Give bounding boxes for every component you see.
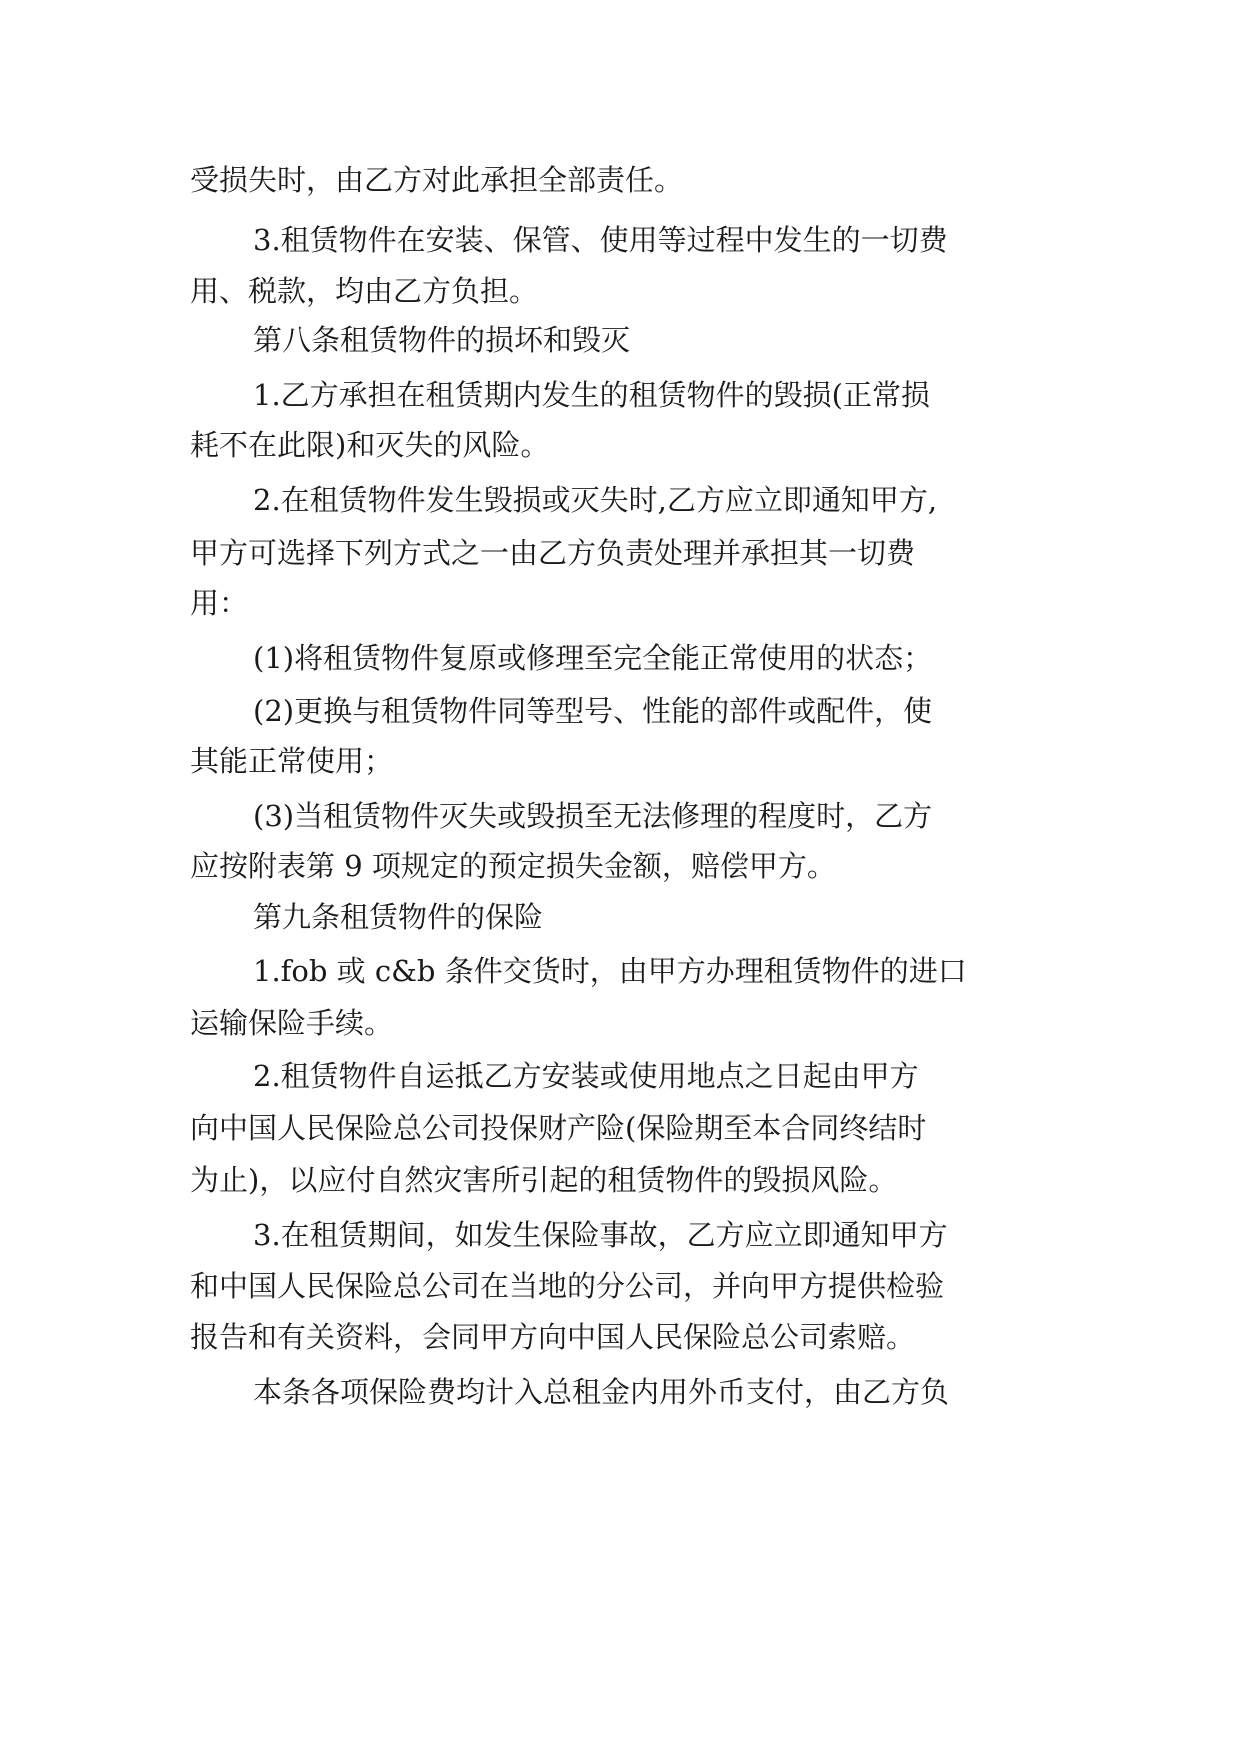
text-line: 应按附表第 9 项规定的预定损失金额，赔偿甲方。 xyxy=(190,849,836,883)
text-line: 报告和有关资料，会同甲方向中国人民保险总公司索赔。 xyxy=(190,1320,916,1354)
text-line: 1.乙方承担在租赁期内发生的租赁物件的毁损(正常损 xyxy=(253,378,930,412)
text-line: 1.fob 或 c&b 条件交货时，由甲方办理租赁物件的进口 xyxy=(253,954,967,988)
text-line: 用、税款，均由乙方负担。 xyxy=(190,274,539,308)
section-heading-8: 第八条租赁物件的损坏和毁灭 xyxy=(253,323,631,357)
text-line: (1)将租赁物件复原或修理至完全能正常使用的状态； xyxy=(253,641,933,675)
text-line: 其能正常使用； xyxy=(190,744,394,778)
text-line: 本条各项保险费均计入总租金内用外币支付，由乙方负 xyxy=(253,1375,950,1409)
section-heading-9: 第九条租赁物件的保险 xyxy=(253,900,544,934)
text-line: 3.在租赁期间，如发生保险事故，乙方应立即通知甲方 xyxy=(253,1218,948,1252)
text-line: 2.在租赁物件发生毁损或灭失时,乙方应立即通知甲方, xyxy=(253,483,938,517)
text-line: 2.租赁物件自运抵乙方安装或使用地点之日起由甲方 xyxy=(253,1059,919,1093)
text-line: 甲方可选择下列方式之一由乙方负责处理并承担其一切费 xyxy=(190,536,916,570)
text-line: 运输保险手续。 xyxy=(190,1006,394,1040)
text-line: 3.租赁物件在安装、保管、使用等过程中发生的一切费 xyxy=(253,223,948,257)
text-line: 用： xyxy=(190,586,249,620)
text-line: 和中国人民保险总公司在当地的分公司，并向甲方提供检验 xyxy=(190,1269,945,1303)
text-line: 耗不在此限)和灭失的风险。 xyxy=(190,428,550,462)
text-line: 向中国人民保险总公司投保财产险(保险期至本合同终结时 xyxy=(190,1111,927,1145)
text-line: 为止)，以应付自然灾害所引起的租赁物件的毁损风险。 xyxy=(190,1163,898,1197)
text-line: (3)当租赁物件灭失或毁损至无法修理的程度时，乙方 xyxy=(253,799,933,833)
text-line: 受损失时，由乙方对此承担全部责任。 xyxy=(190,163,684,197)
text-line: (2)更换与租赁物件同等型号、性能的部件或配件，使 xyxy=(253,694,933,728)
